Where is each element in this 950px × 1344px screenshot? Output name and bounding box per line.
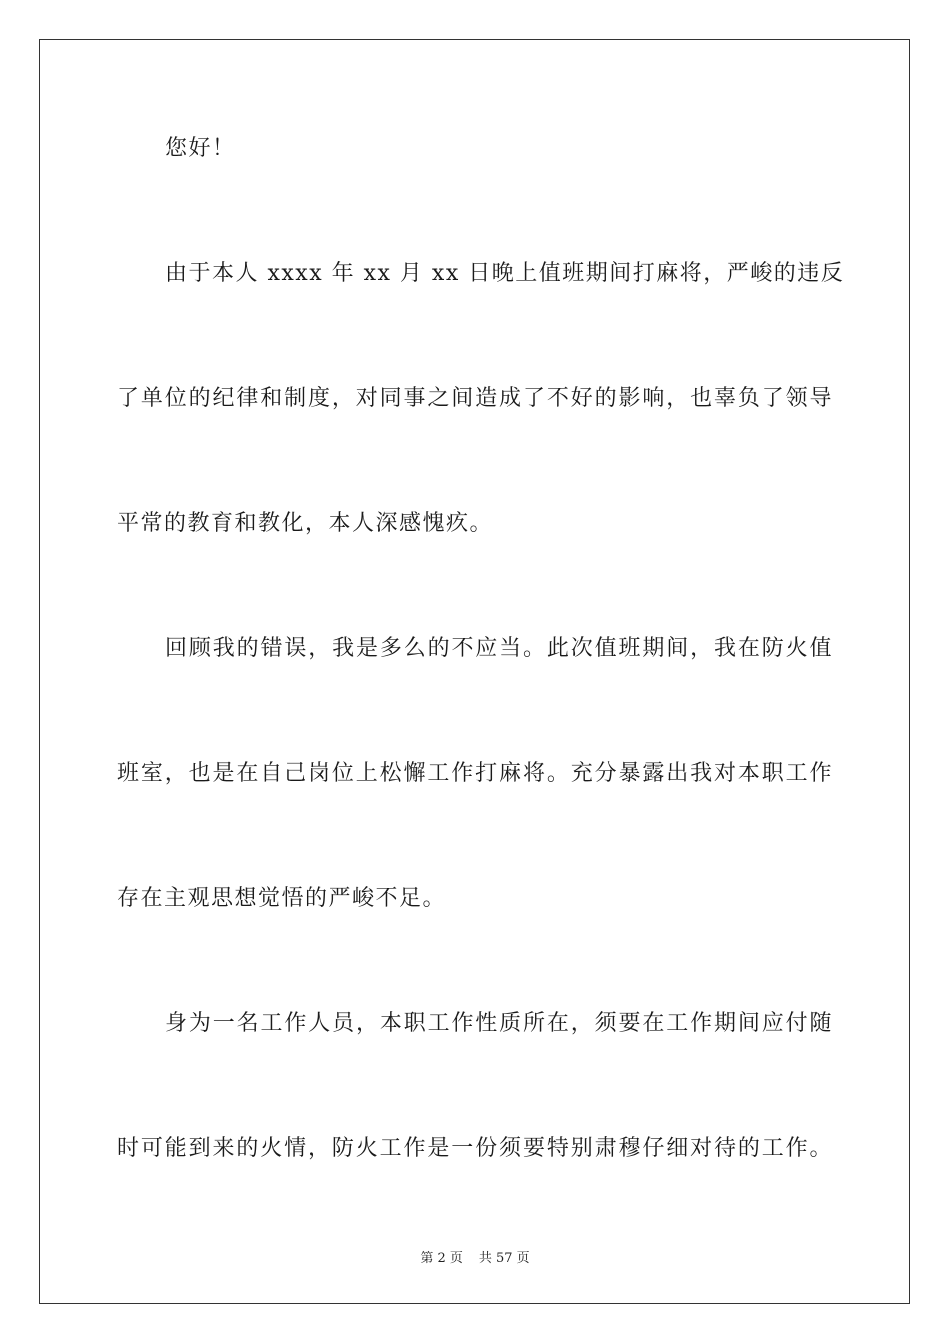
total-pages: 共 57 页 [478, 1251, 530, 1266]
page-number: 第 2 页 [420, 1251, 463, 1266]
greeting-line: 您好！ [165, 136, 236, 161]
page-footer [0, 1247, 950, 1266]
paragraph-line: 平常的教育和教化，本人深感愧疚。 [117, 511, 494, 536]
paragraph-line: 回顾我的错误，我是多么的不应当。此次值班期间，我在防火值 [165, 636, 833, 661]
paragraph-line: 存在主观思想觉悟的严峻不足。 [117, 886, 447, 911]
paragraph-line: 由于本人 xxxx 年 xx 月 xx 日晚上值班期间打麻将，严峻的违反 [165, 261, 845, 286]
paragraph-line: 时可能到来的火情，防火工作是一份须要特别肃穆仔细对待的工作。 [117, 1136, 833, 1161]
paragraph-line: 身为一名工作人员，本职工作性质所在，须要在工作期间应付随 [165, 1011, 833, 1036]
paragraph-line: 班室，也是在自己岗位上松懈工作打麻将。充分暴露出我对本职工作 [117, 761, 833, 786]
page-border [39, 39, 910, 1304]
paragraph-line: 了单位的纪律和制度，对同事之间造成了不好的影响，也辜负了领导 [117, 386, 833, 411]
